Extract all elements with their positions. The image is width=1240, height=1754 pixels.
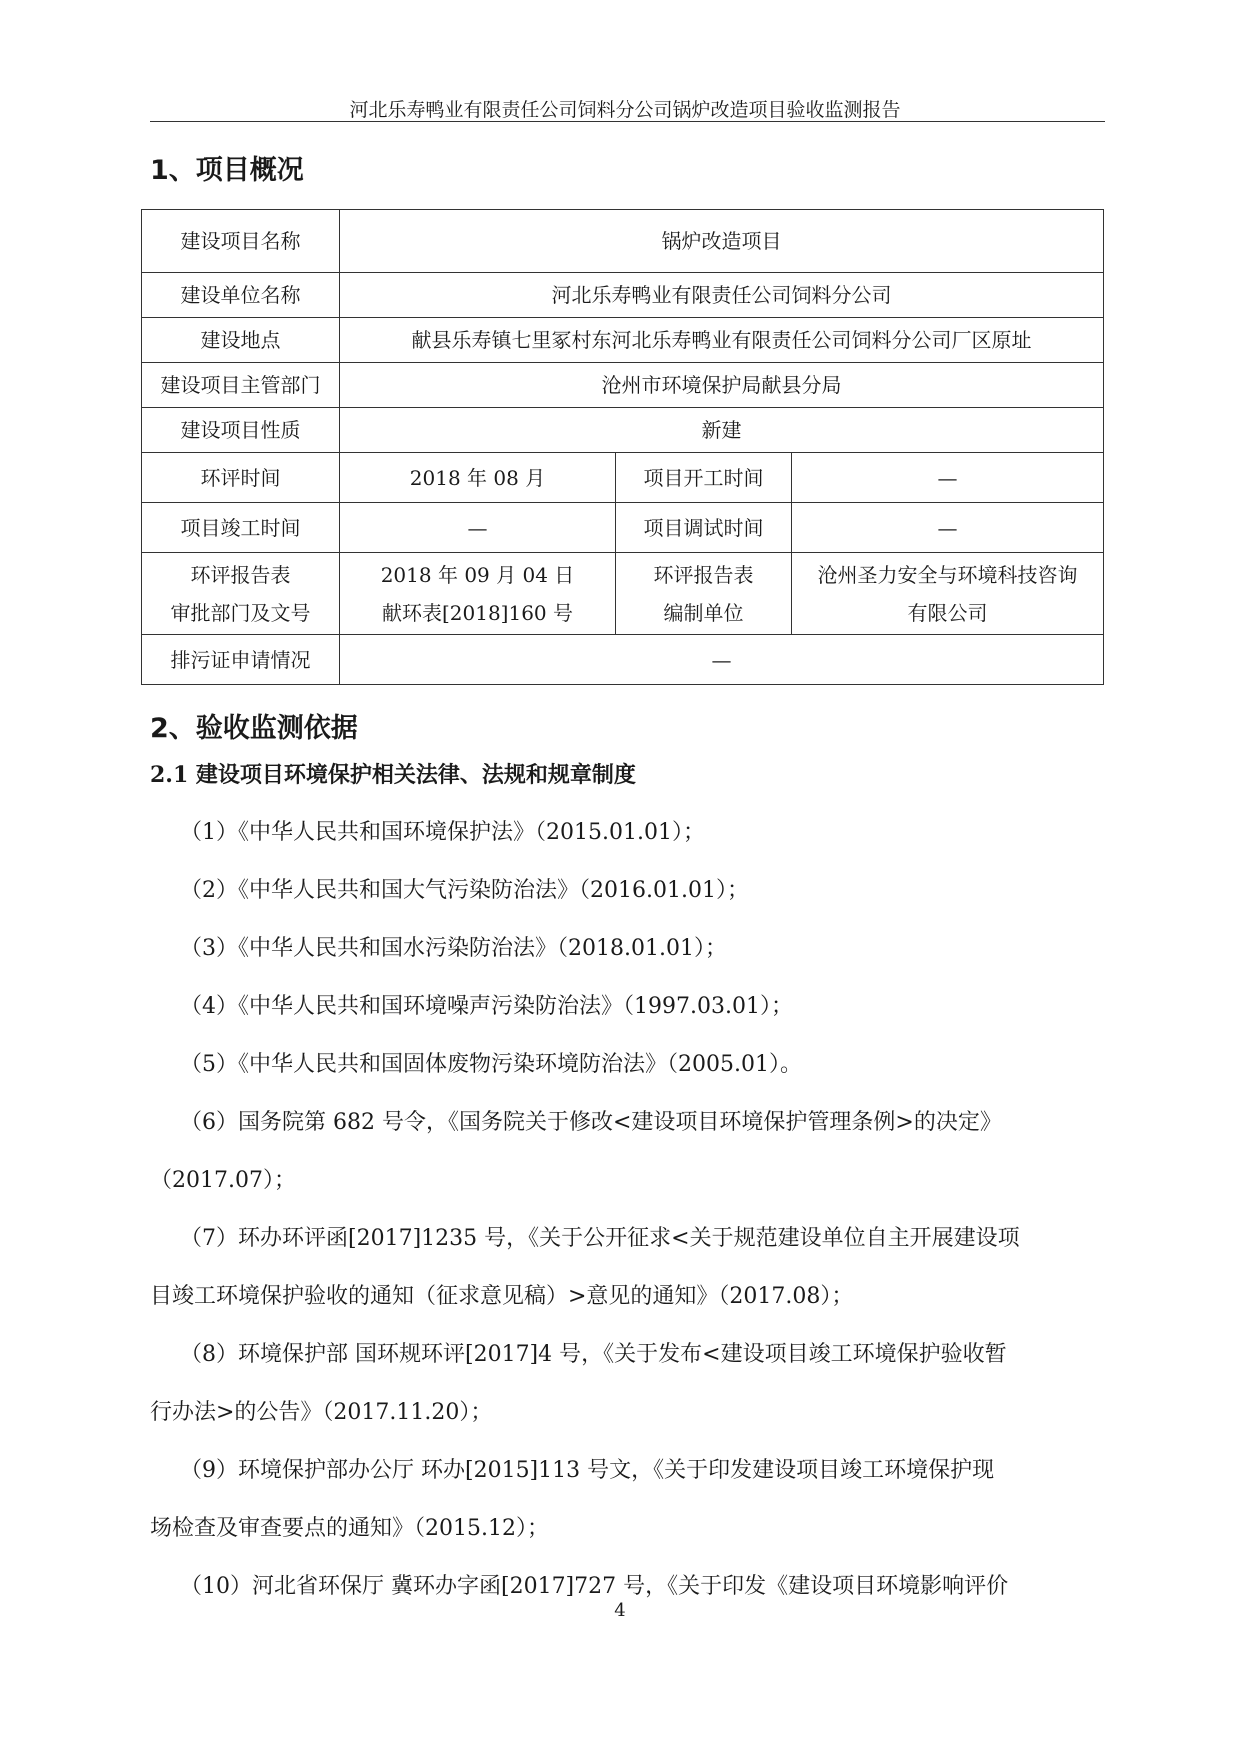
approval-label <box>142 553 340 635</box>
table-row <box>142 503 1104 553</box>
list-item-6-line2: （2017.07）； <box>150 1168 296 1193</box>
list-item-8-line2: 行办法>的公告》（2017.11.20）； <box>150 1400 493 1425</box>
nature-value: 新建 <box>340 408 1104 453</box>
compiler-value-line2: 有限公司 <box>907 600 988 625</box>
running-header: 河北乐寿鸭业有限责任公司饲料分公司锅炉改造项目验收监测报告 <box>349 99 901 121</box>
approval-label-line1: 环评报告表 <box>190 562 291 587</box>
list-item: （3）《中华人民共和国水污染防治法》（2018.01.01）； <box>180 936 727 961</box>
header-rule <box>150 121 1105 122</box>
list-item-6-line1: （6）国务院第 682 号令，《国务院关于修改<建设项目环境保护管理条例>的决定》 <box>180 1110 1002 1135</box>
table-row <box>142 210 1104 273</box>
project-name-label: 建设项目名称 <box>142 210 340 273</box>
unit-label: 建设单位名称 <box>142 273 340 318</box>
compiler-label-line2: 编制单位 <box>663 600 744 625</box>
project-name-value: 锅炉改造项目 <box>340 210 1104 273</box>
complete-time-value: — <box>340 503 616 553</box>
list-item-7-line2: 目竣工环境保护验收的通知（征求意见稿）>意见的通知》（2017.08）； <box>150 1284 854 1309</box>
page-number: 4 <box>614 1600 626 1621</box>
table-row <box>142 553 1104 635</box>
list-item: （1）《中华人民共和国环境保护法》（2015.01.01）； <box>180 820 705 845</box>
table-row <box>142 635 1104 685</box>
section-2-1-subtitle: 2.1 建设项目环境保护相关法律、法规和规章制度 <box>150 762 636 788</box>
nature-label: 建设项目性质 <box>142 408 340 453</box>
compiler-label <box>616 553 792 635</box>
compiler-value <box>792 553 1104 635</box>
table-row <box>142 363 1104 408</box>
approval-value-line2: 献环表[2018]160 号 <box>381 600 574 625</box>
table-row <box>142 273 1104 318</box>
debug-time-value: — <box>792 503 1104 553</box>
authority-value: 沧州市环境保护局献县分局 <box>340 363 1104 408</box>
start-time-value: — <box>792 453 1104 503</box>
list-item: （4）《中华人民共和国环境噪声污染防治法》（1997.03.01）； <box>180 994 793 1019</box>
eia-time-value: 2018 年 08 月 <box>340 453 616 503</box>
list-item: （2）《中华人民共和国大气污染防治法》（2016.01.01）； <box>180 878 749 903</box>
complete-time-label: 项目竣工时间 <box>142 503 340 553</box>
debug-time-label: 项目调试时间 <box>616 503 792 553</box>
section-1-title: 1、项目概况 <box>150 155 304 186</box>
compiler-label-line1: 环评报告表 <box>653 562 754 587</box>
list-item-10-line1: （10）河北省环保厅 冀环办字函[2017]727 号，《关于印发《建设项目环境影响评价 <box>180 1574 1009 1599</box>
permit-label: 排污证申请情况 <box>142 635 340 685</box>
table-row <box>142 318 1104 363</box>
start-time-label: 项目开工时间 <box>616 453 792 503</box>
table-row <box>142 408 1104 453</box>
list-item-7-line1: （7）环办环评函[2017]1235 号，《关于公开征求<关于规范建设单位自主开展建设项 <box>180 1226 1020 1251</box>
list-item-8-line1: （8）环境保护部 国环规环评[2017]4 号，《关于发布<建设项目竣工环境保护验收暂 <box>180 1342 1007 1367</box>
site-value: 献县乐寿镇七里冢村东河北乐寿鸭业有限责任公司饲料分公司厂区原址 <box>340 318 1104 363</box>
list-item-9-line2: 场检查及审查要点的通知》（2015.12）； <box>150 1516 549 1541</box>
site-label: 建设地点 <box>142 318 340 363</box>
permit-value: — <box>340 635 1104 685</box>
list-item: （5）《中华人民共和国固体废物污染环境防治法》（2005.01）。 <box>180 1052 802 1077</box>
section-2-title: 2、验收监测依据 <box>150 713 358 744</box>
unit-value: 河北乐寿鸭业有限责任公司饲料分公司 <box>340 273 1104 318</box>
approval-label-line2: 审批部门及文号 <box>170 600 311 625</box>
project-overview-table <box>141 209 1104 685</box>
approval-value <box>340 553 616 635</box>
eia-time-label: 环评时间 <box>142 453 340 503</box>
list-item-9-line1: （9）环境保护部办公厅 环办[2015]113 号文，《关于印发建设项目竣工环境保护现 <box>180 1458 995 1483</box>
approval-value-line1: 2018 年 09 月 04 日 <box>380 562 575 587</box>
authority-label: 建设项目主管部门 <box>142 363 340 408</box>
compiler-value-line1: 沧州圣力安全与环境科技咨询 <box>817 562 1078 587</box>
table-row <box>142 453 1104 503</box>
